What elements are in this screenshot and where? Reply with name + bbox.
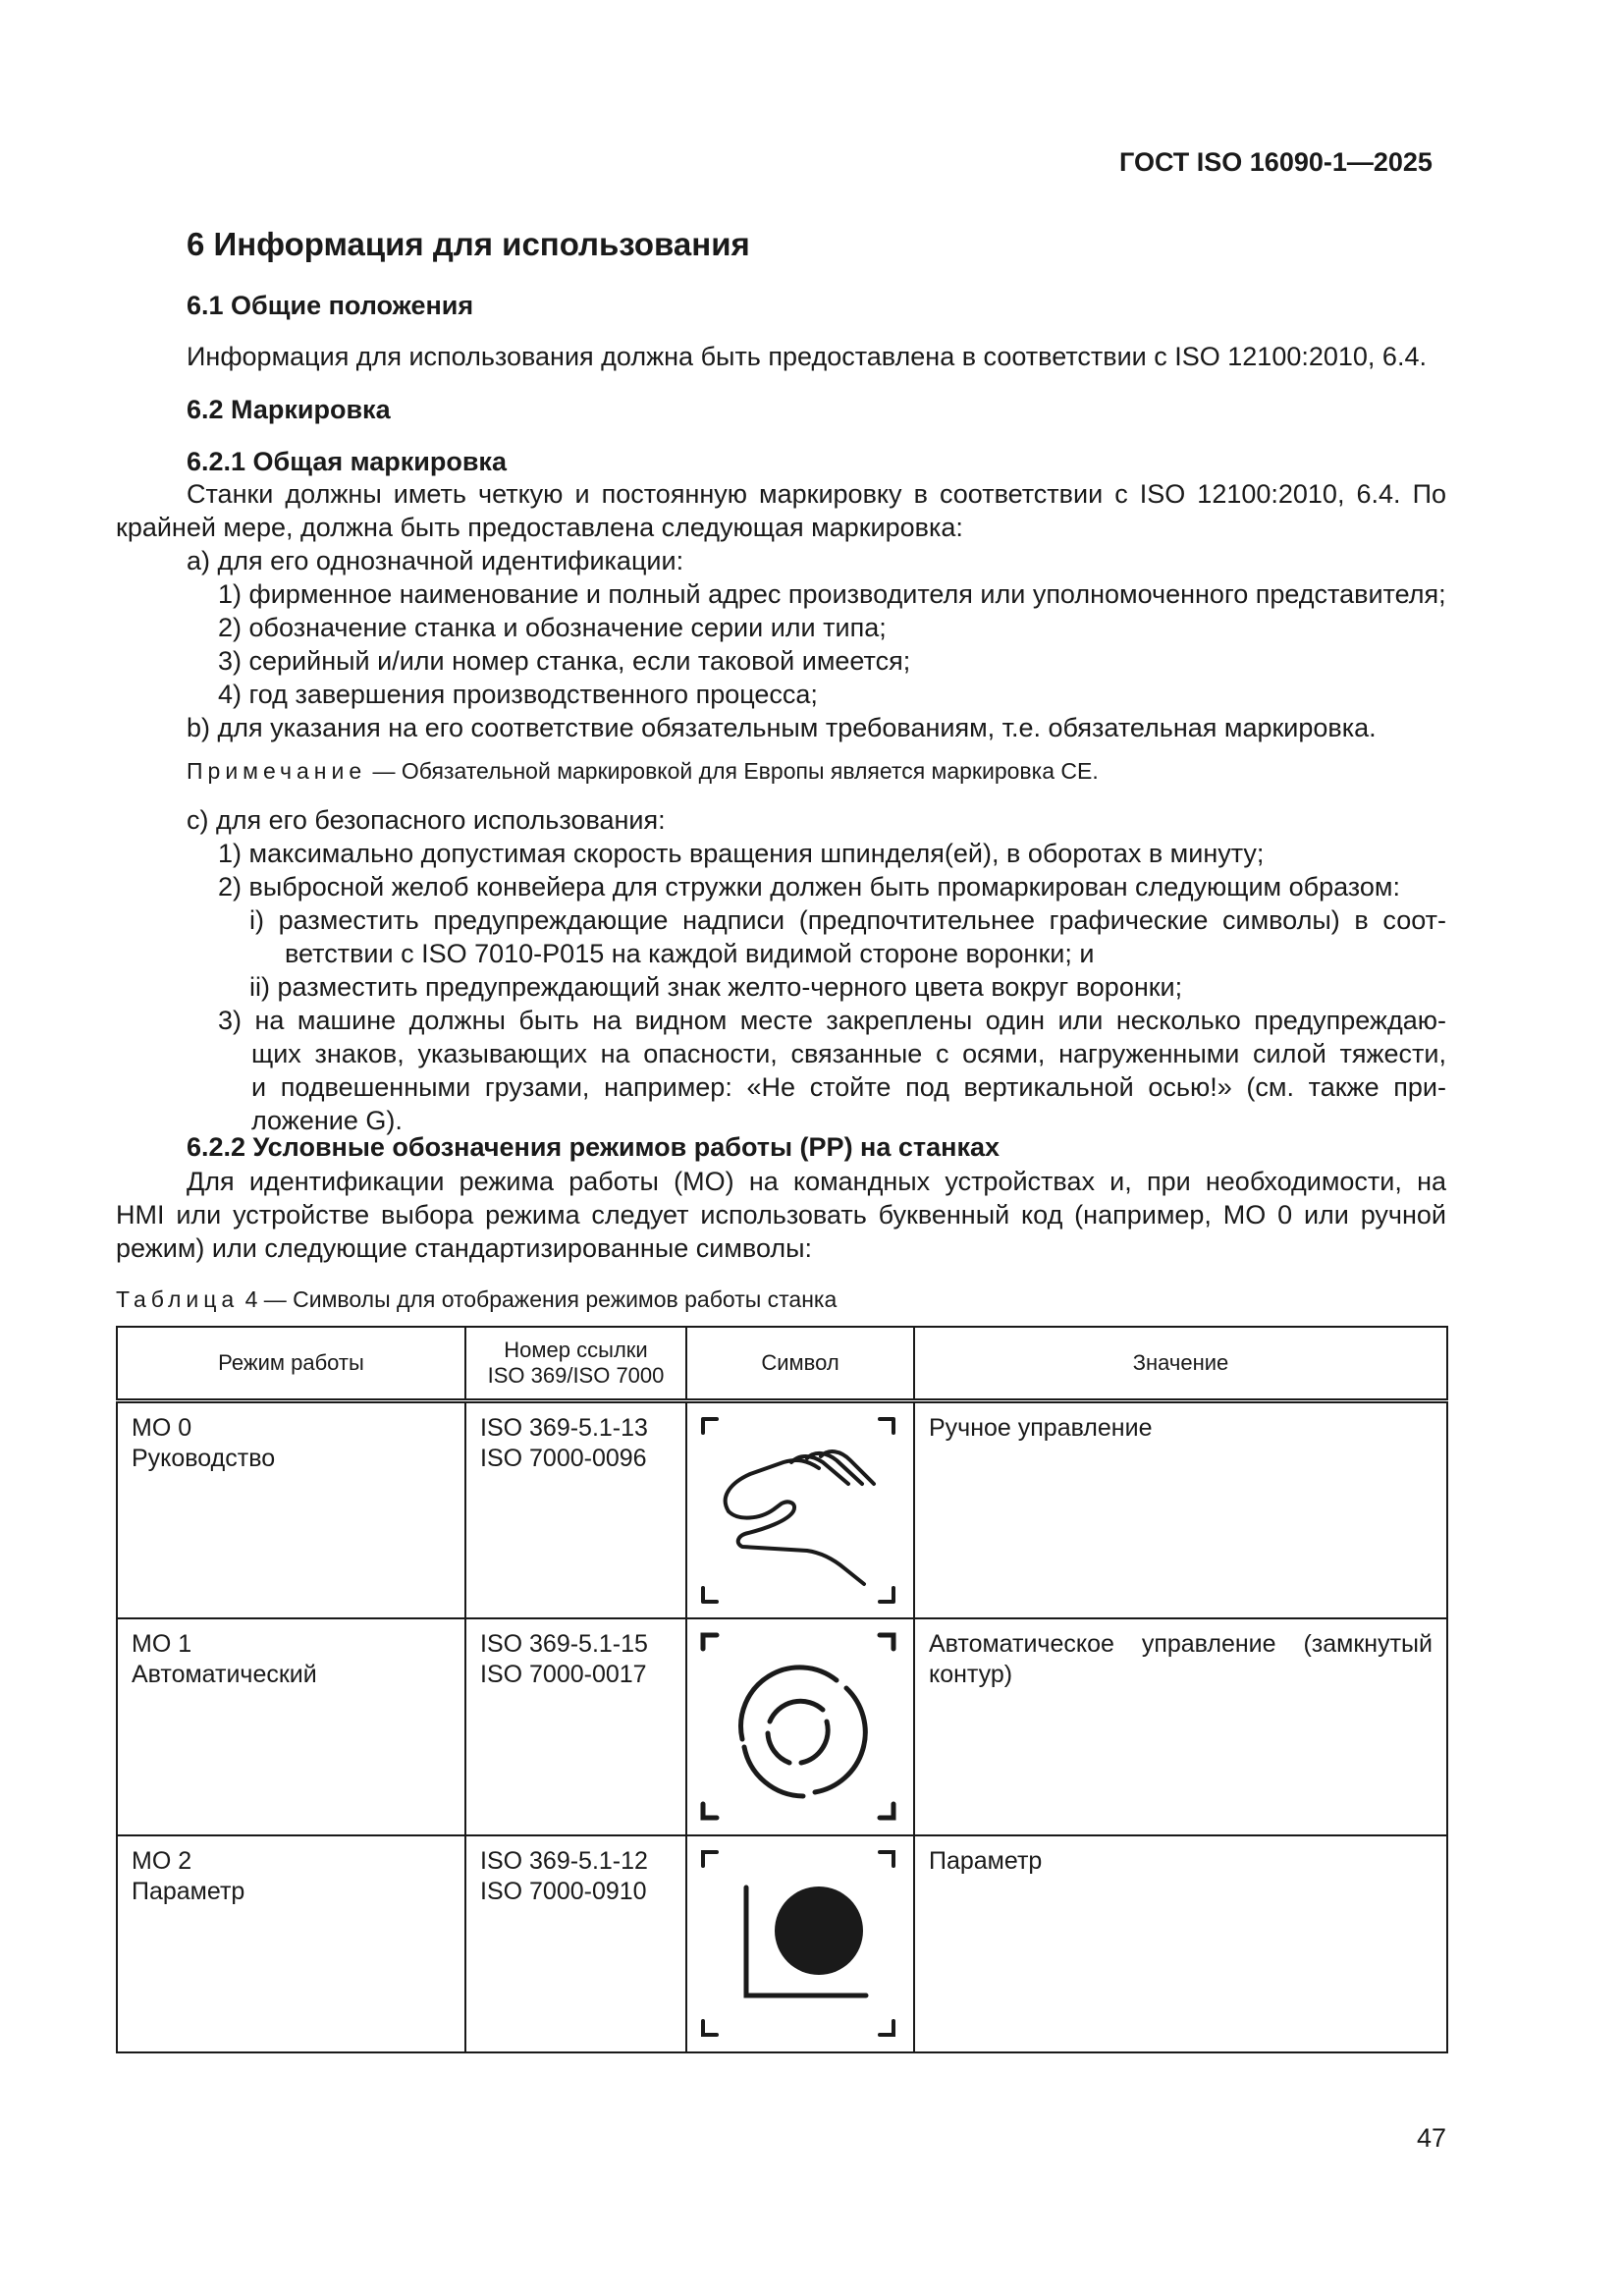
- list-item-a1: 1) фирменное наименование и полный адрес производителя или уполномоченного представителя;: [218, 579, 1446, 609]
- reference-iso369: ISO 369-5.1-13: [480, 1414, 648, 1442]
- mode-code: МО 1: [132, 1630, 192, 1658]
- list-item-c2-i: i) разместить предупреждающие надписи (предпочтительнее графические символы) в соот-: [249, 905, 1446, 935]
- symbol-cell: [686, 1618, 914, 1835]
- reference-cell: [465, 1401, 686, 1619]
- subsection-6-1-text: Информация для использования должна быть предоставлена в соответствии с ISO 12100:2010, 6.4.: [187, 342, 1427, 371]
- note-label: Примечание: [187, 758, 367, 784]
- reference-iso369: ISO 369-5.1-12: [480, 1847, 648, 1875]
- modes-table: [116, 1326, 1448, 2053]
- list-item-c3-cont: щих знаков, указывающих на опасности, связанные с осями, нагруженными силой тяжести,: [251, 1039, 1446, 1068]
- header-reference: [465, 1327, 686, 1401]
- paragraph-line: HMI или устройстве выбора режима следует использовать буквенный код (например, МО 0 или ручной: [116, 1200, 1446, 1230]
- header-reference-line1: Номер ссылки: [504, 1338, 648, 1362]
- list-item-b: b) для указания на его соответствие обязательным требованиям, т.е. обязательная маркировка.: [187, 713, 1377, 742]
- header-symbol: Символ: [686, 1327, 914, 1401]
- table-caption-text: 4 — Символы для отображения режимов работы станка: [239, 1286, 838, 1312]
- list-item-a2: 2) обозначение станка и обозначение серии или типа;: [218, 613, 887, 642]
- table-header-row: [117, 1327, 1447, 1401]
- list-item-c2-i-cont: ветствии с ISO 7010-P015 на каждой видимой стороне воронки; и: [285, 939, 1095, 968]
- note: [187, 758, 1099, 785]
- header-reference-line2: ISO 369/ISO 7000: [487, 1363, 665, 1388]
- list-item-c3-cont: ложение G).: [251, 1106, 403, 1135]
- mode-cell: [117, 1618, 465, 1835]
- mode-cell: [117, 1835, 465, 2052]
- reference-iso7000: ISO 7000-0096: [480, 1445, 647, 1472]
- paragraph-line: Для идентификации режима работы (МО) на командных устройствах и, при необходимости, на: [187, 1167, 1446, 1196]
- section-title: 6 Информация для использования: [187, 226, 750, 262]
- mode-code: МО 2: [132, 1847, 192, 1875]
- reference-iso7000: ISO 7000-0910: [480, 1878, 647, 1905]
- reference-cell: [465, 1835, 686, 2052]
- subsection-6-2-1-title: 6.2.1 Общая маркировка: [187, 447, 507, 476]
- reference-iso369: ISO 369-5.1-15: [480, 1630, 648, 1658]
- meaning-cell: Параметр: [914, 1835, 1447, 2052]
- list-item-a4: 4) год завершения производственного процесса;: [218, 680, 818, 709]
- table-row: [117, 1835, 1447, 2052]
- note-text: — Обязательной маркировкой для Европы является маркировка CE.: [366, 758, 1099, 784]
- header-meaning: Значение: [914, 1327, 1447, 1401]
- meaning-cell: Ручное управление: [914, 1401, 1447, 1619]
- page-number: 47: [1417, 2123, 1447, 2153]
- table-row: [117, 1618, 1447, 1835]
- mode-name: Параметр: [132, 1878, 245, 1905]
- reference-iso7000: ISO 7000-0017: [480, 1661, 647, 1688]
- paragraph-line: Станки должны иметь четкую и постоянную маркировку в соответствии с ISO 12100:2010, 6.4. По: [187, 479, 1446, 509]
- hand-icon: [699, 1415, 897, 1606]
- paragraph-line: крайней мере, должна быть предоставлена следующая маркировка:: [116, 513, 963, 542]
- list-item-c: c) для его безопасного использования:: [187, 805, 666, 835]
- list-item-a3: 3) серийный и/или номер станка, если таковой имеется;: [218, 646, 911, 676]
- subsection-6-2-title: 6.2 Маркировка: [187, 395, 391, 424]
- list-item-c2: 2) выбросной желоб конвейера для стружки должен быть промаркирован следующим образом:: [218, 872, 1400, 902]
- list-item-c3: 3) на машине должны быть на видном месте закреплены один или несколько предупреждаю-: [218, 1006, 1446, 1035]
- subsection-6-2-2-title: 6.2.2 Условные обозначения режимов работы (РР) на станках: [187, 1132, 1000, 1162]
- reference-cell: [465, 1618, 686, 1835]
- list-item-c2-ii: ii) разместить предупреждающий знак желто-черного цвета вокруг воронки;: [249, 972, 1183, 1002]
- list-item-c3-cont: и подвешенными грузами, например: «Не стойте под вертикальной осью!» (см. также при-: [251, 1072, 1446, 1102]
- header-mode: Режим работы: [117, 1327, 465, 1401]
- symbol-cell: [686, 1835, 914, 2052]
- paragraph-line: режим) или следующие стандартизированные символы:: [116, 1233, 813, 1263]
- list-item-c1: 1) максимально допустимая скорость вращения шпинделя(ей), в оборотах в минуту;: [218, 839, 1265, 868]
- table-caption: [116, 1286, 837, 1313]
- list-item-a: a) для его однозначной идентификации:: [187, 546, 684, 575]
- mode-code: МО 0: [132, 1414, 192, 1442]
- document-code: ГОСТ ISO 16090-1—2025: [1119, 147, 1433, 177]
- subsection-6-1-title: 6.1 Общие положения: [187, 291, 474, 320]
- table-row: [117, 1401, 1447, 1619]
- parameter-dot-icon: [699, 1848, 897, 2039]
- symbol-cell: [686, 1401, 914, 1619]
- mode-name: Руководство: [132, 1445, 276, 1472]
- mode-cell: [117, 1401, 465, 1619]
- mode-name: Автоматический: [132, 1661, 317, 1688]
- meaning-cell: Автоматическое управление (замкнутый контур): [914, 1618, 1447, 1835]
- table-caption-label: Таблица: [116, 1286, 240, 1312]
- automatic-swirl-icon: [699, 1631, 897, 1822]
